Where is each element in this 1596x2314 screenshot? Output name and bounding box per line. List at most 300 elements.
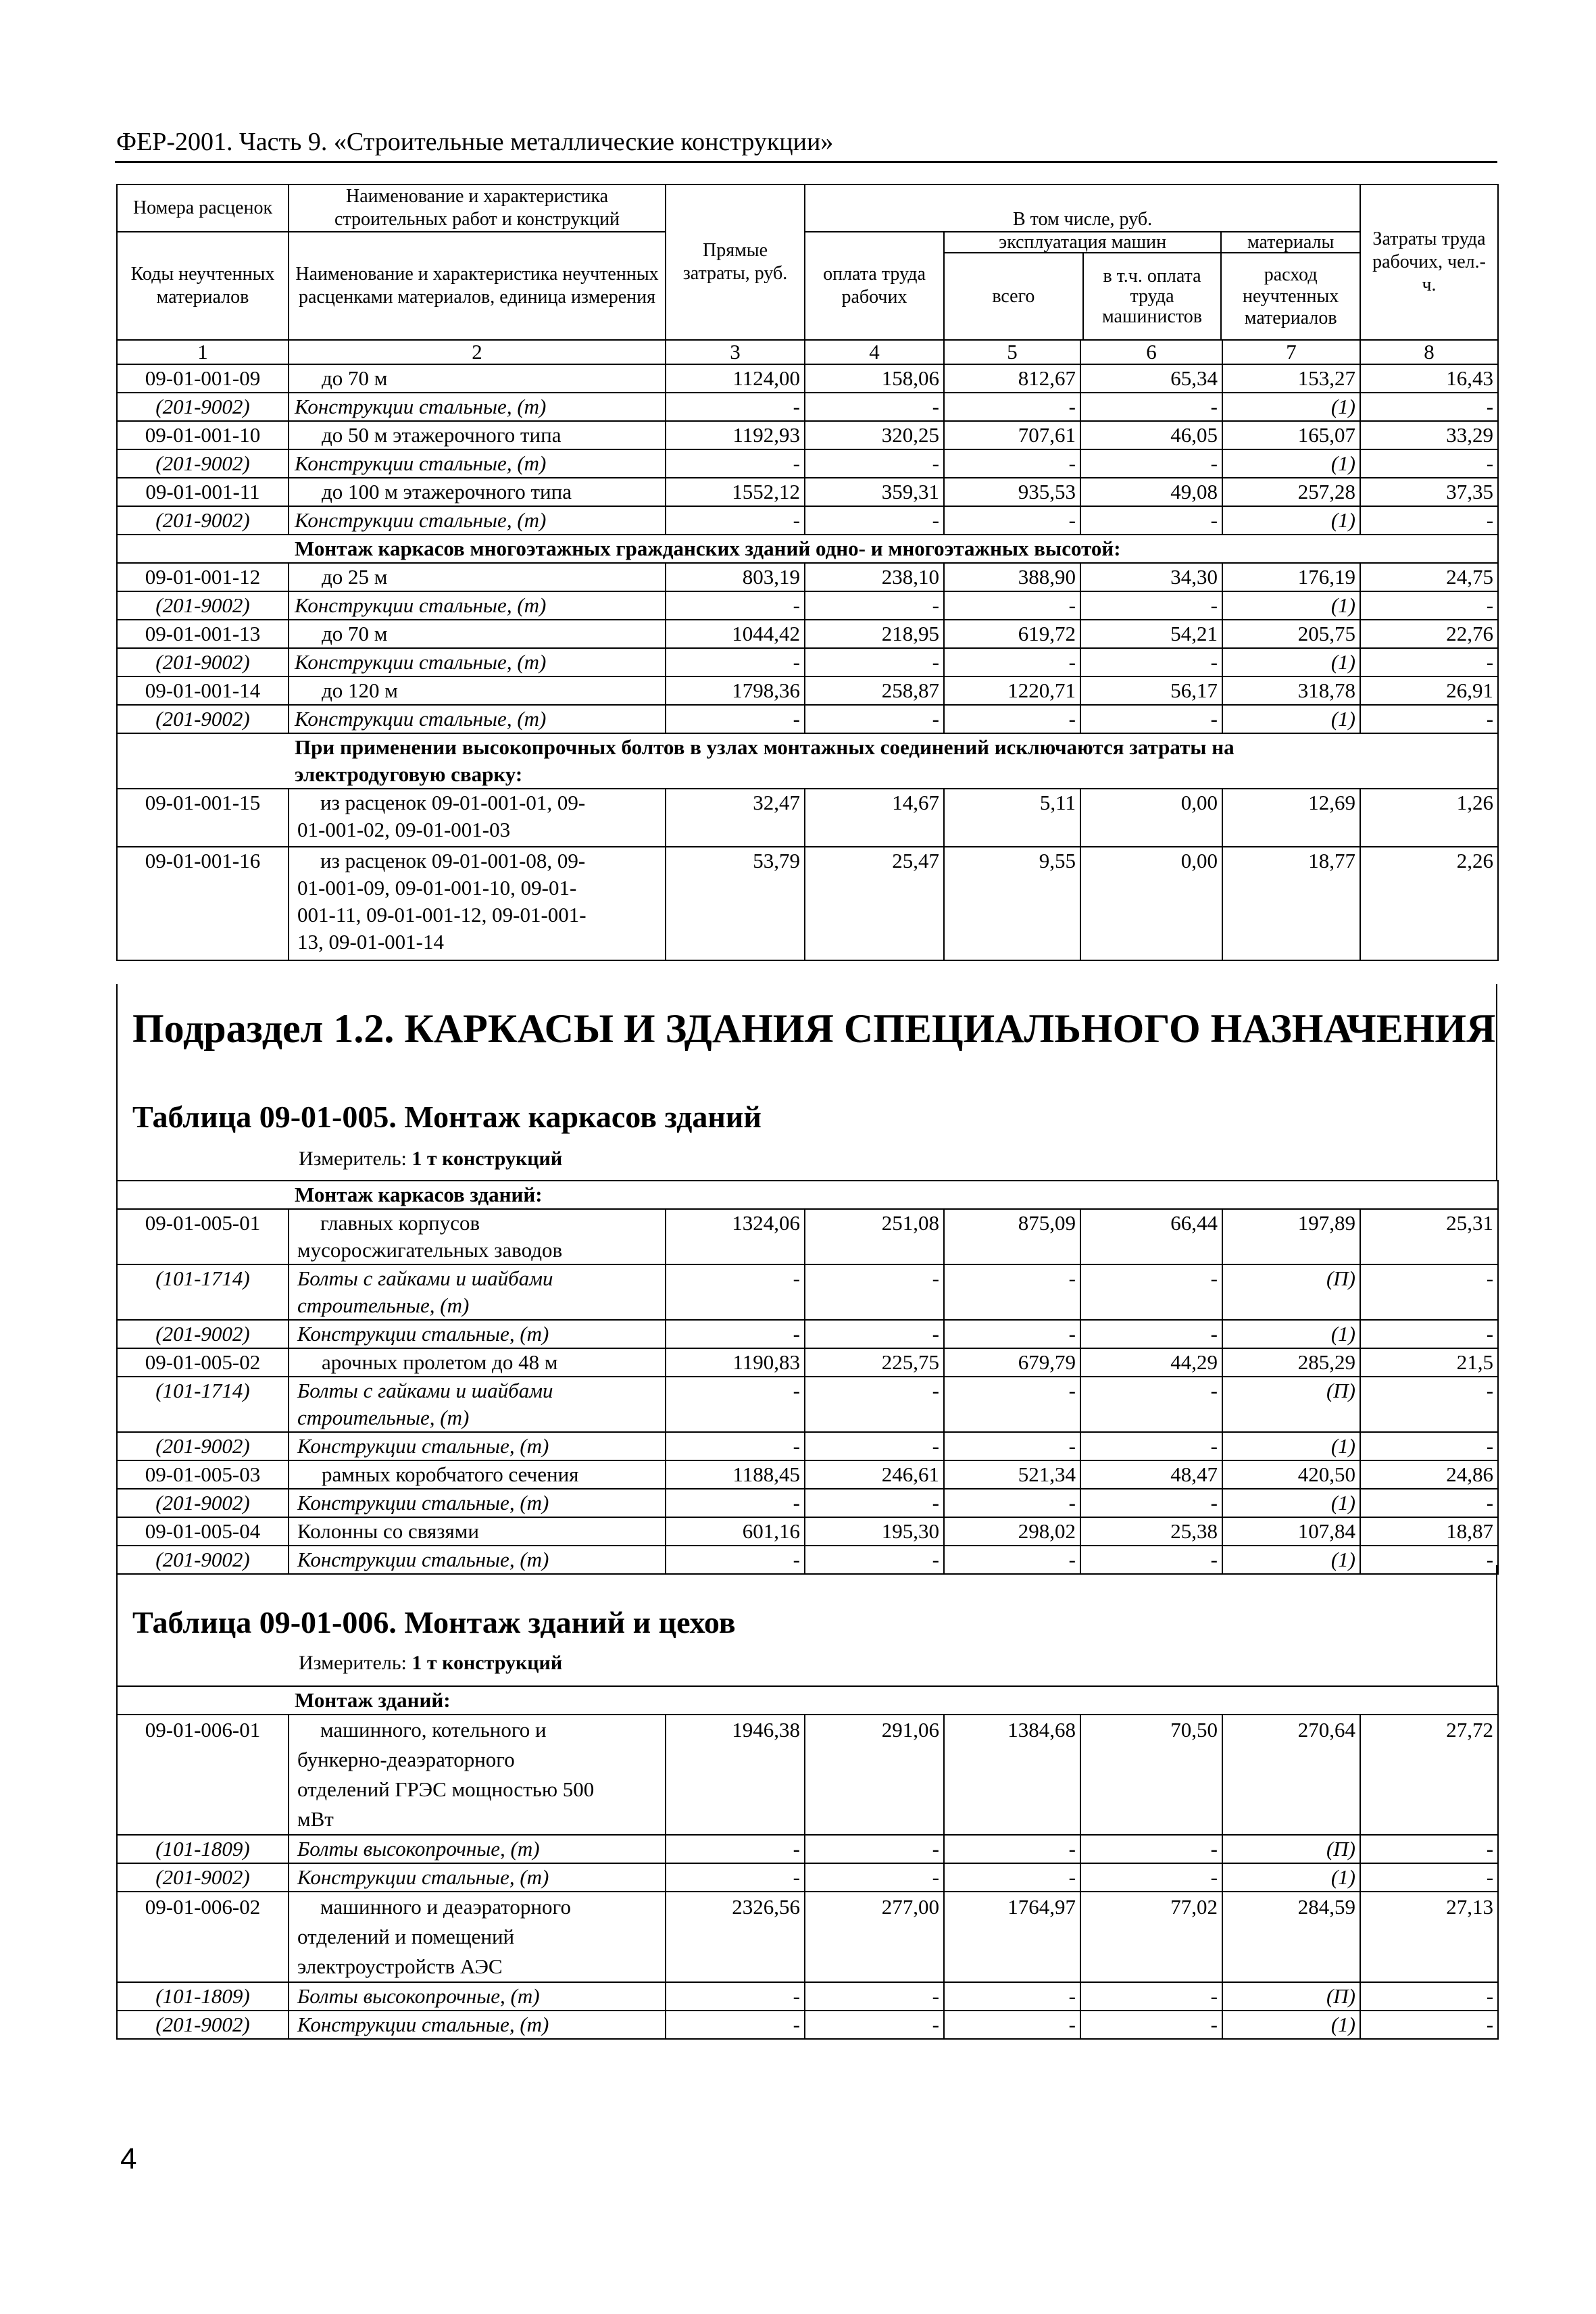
dash-cell: - <box>944 1835 1080 1863</box>
material-name: Конструкции стальные, (т) <box>289 2011 666 2039</box>
unit-005 <box>299 1148 562 1171</box>
rate-code: 09-01-006-01 <box>117 1715 289 1835</box>
dash-cell: - <box>666 1863 805 1892</box>
dash-cell: - <box>1080 1982 1222 2011</box>
value-cell: 320,25 <box>805 421 944 449</box>
material-code: (201-9002) <box>117 1320 289 1348</box>
material-qty: (П) <box>1222 1982 1360 2011</box>
work-name: до 25 м <box>289 563 666 591</box>
table-row <box>117 620 1498 648</box>
dash-cell: - <box>944 1264 1080 1320</box>
dash-cell: - <box>944 1432 1080 1460</box>
material-row <box>117 506 1498 535</box>
dash-cell: - <box>1360 1489 1498 1517</box>
name-line: Болты с гайками и шайбами <box>297 1266 553 1290</box>
rate-code: 09-01-006-02 <box>117 1892 289 1982</box>
material-row <box>117 1489 1498 1517</box>
name-line: строительные, (т) <box>297 1294 470 1317</box>
value-cell: 21,5 <box>1360 1348 1498 1377</box>
material-qty: (1) <box>1222 1432 1360 1460</box>
value-cell: 1764,97 <box>944 1892 1080 1982</box>
material-qty: (1) <box>1222 449 1360 478</box>
dash-cell: - <box>805 1432 944 1460</box>
value-cell: 1552,12 <box>666 478 805 506</box>
header-pryamye: Прямые затраты, руб. <box>666 184 805 340</box>
dash-cell: - <box>1360 1835 1498 1863</box>
value-cell: 2,26 <box>1360 847 1498 960</box>
dash-cell: - <box>1360 1546 1498 1574</box>
dash-cell: - <box>805 1835 944 1863</box>
value-cell: 1324,06 <box>666 1209 805 1264</box>
value-cell: 33,29 <box>1360 421 1498 449</box>
value-cell: 18,87 <box>1360 1517 1498 1546</box>
unit-value: 1 т конструкций <box>412 1148 563 1170</box>
name-line: Болты с гайками и шайбами <box>297 1379 553 1402</box>
material-row <box>117 705 1498 733</box>
work-name: рамных коробчатого сечения <box>289 1460 666 1489</box>
value-cell: 56,17 <box>1080 676 1222 705</box>
value-cell: 251,08 <box>805 1209 944 1264</box>
dash-cell: - <box>666 393 805 421</box>
value-cell: 1192,93 <box>666 421 805 449</box>
name-line: электроустройств АЭС <box>297 1954 503 1978</box>
material-name: Конструкции стальные, (т) <box>289 506 666 535</box>
material-name: Конструкции стальные, (т) <box>289 1489 666 1517</box>
dash-cell: - <box>805 2011 944 2039</box>
value-cell: 1188,45 <box>666 1460 805 1489</box>
material-name: Конструкции стальные, (т) <box>289 705 666 733</box>
material-qty: (1) <box>1222 1546 1360 1574</box>
dash-cell: - <box>1360 1863 1498 1892</box>
value-cell: 1384,68 <box>944 1715 1080 1835</box>
material-qty: (1) <box>1222 648 1360 676</box>
value-cell: 195,30 <box>805 1517 944 1546</box>
material-name: Конструкции стальные, (т) <box>289 591 666 620</box>
section-heading: Монтаж каркасов зданий: <box>117 1181 1498 1209</box>
material-code: (201-9002) <box>117 1546 289 1574</box>
rates-table-09-01-001 <box>116 184 1499 961</box>
value-cell: 258,87 <box>805 676 944 705</box>
table-row <box>117 1460 1498 1489</box>
dash-cell: - <box>805 393 944 421</box>
value-cell: 238,10 <box>805 563 944 591</box>
name-line: из расценок 09-01-001-01, 09- <box>320 791 586 814</box>
subsection-title: Подраздел 1.2. КАРКАСЫ И ЗДАНИЯ СПЕЦИАЛЬНОГО НАЗНАЧЕНИЯ <box>132 1006 1496 1051</box>
unit-value: 1 т конструкций <box>412 1652 563 1674</box>
header-materialy: материалы <box>1221 232 1360 253</box>
material-name: Конструкции стальные, (т) <box>289 449 666 478</box>
value-cell: 197,89 <box>1222 1209 1360 1264</box>
dash-cell: - <box>1080 1264 1222 1320</box>
material-row <box>117 449 1498 478</box>
value-cell: 1946,38 <box>666 1715 805 1835</box>
name-line: бункерно-деаэраторного <box>297 1748 515 1771</box>
header-vtch: в т.ч. оплата труда машинистов <box>1083 253 1222 339</box>
dash-cell: - <box>805 506 944 535</box>
dash-cell: - <box>805 648 944 676</box>
dash-cell: - <box>944 449 1080 478</box>
dash-cell: - <box>1080 1489 1222 1517</box>
value-cell: 16,43 <box>1360 364 1498 393</box>
value-cell: 277,00 <box>805 1892 944 1982</box>
material-code: (101-1809) <box>117 1982 289 2011</box>
col-num: 2 <box>289 340 666 364</box>
dash-cell: - <box>805 1546 944 1574</box>
value-cell: 27,13 <box>1360 1892 1498 1982</box>
table-row <box>117 789 1498 847</box>
value-cell: 388,90 <box>944 563 1080 591</box>
dash-cell: - <box>944 1320 1080 1348</box>
value-cell: 12,69 <box>1222 789 1360 847</box>
header-nomera: Номера расценок <box>117 184 289 232</box>
dash-cell: - <box>666 1377 805 1432</box>
value-cell: 165,07 <box>1222 421 1360 449</box>
material-code: (201-9002) <box>117 1863 289 1892</box>
value-cell: 270,64 <box>1222 1715 1360 1835</box>
dash-cell: - <box>805 1863 944 1892</box>
dash-cell: - <box>1360 506 1498 535</box>
material-name: Болты высокопрочные, (т) <box>289 1982 666 2011</box>
dash-cell: - <box>1360 1982 1498 2011</box>
value-cell: 66,44 <box>1080 1209 1222 1264</box>
header-oplata: оплата труда рабочих <box>805 232 944 340</box>
dash-cell: - <box>666 1982 805 2011</box>
table-row <box>117 478 1498 506</box>
header-kody: Коды неучтенных материалов <box>117 232 289 340</box>
header-v-tom-chisle: В том числе, руб. <box>805 184 1360 232</box>
name-line: мВт <box>297 1807 334 1831</box>
material-row <box>117 1320 1498 1348</box>
value-cell: 27,72 <box>1360 1715 1498 1835</box>
value-cell: 25,38 <box>1080 1517 1222 1546</box>
header-naim-works: Наименование и характеристика строительных работ и конструкций <box>289 184 666 232</box>
material-code: (201-9002) <box>117 506 289 535</box>
dash-cell: - <box>1360 2011 1498 2039</box>
value-cell: 26,91 <box>1360 676 1498 705</box>
rate-code: 09-01-005-03 <box>117 1460 289 1489</box>
page-number: 4 <box>120 2142 137 2175</box>
material-name: Конструкции стальные, (т) <box>289 648 666 676</box>
value-cell: 54,21 <box>1080 620 1222 648</box>
dash-cell: - <box>805 705 944 733</box>
dash-cell: - <box>944 1489 1080 1517</box>
material-code: (101-1714) <box>117 1264 289 1320</box>
col-num: 7 <box>1222 340 1360 364</box>
table-row <box>117 364 1498 393</box>
material-code: (201-9002) <box>117 648 289 676</box>
table-row <box>117 421 1498 449</box>
material-code: (201-9002) <box>117 449 289 478</box>
value-cell: 9,55 <box>944 847 1080 960</box>
dash-cell: - <box>1360 1432 1498 1460</box>
value-cell: 679,79 <box>944 1348 1080 1377</box>
material-qty: (П) <box>1222 1264 1360 1320</box>
material-code: (101-1809) <box>117 1835 289 1863</box>
rate-code: 09-01-005-04 <box>117 1517 289 1546</box>
dash-cell: - <box>944 1982 1080 2011</box>
value-cell: 1,26 <box>1360 789 1498 847</box>
dash-cell: - <box>944 1546 1080 1574</box>
material-row <box>117 1835 1498 1863</box>
work-name <box>289 847 666 960</box>
value-cell: 77,02 <box>1080 1892 1222 1982</box>
dash-cell: - <box>1360 648 1498 676</box>
material-row <box>117 591 1498 620</box>
table-title-005: Таблица 09-01-005. Монтаж каркасов зданий <box>132 1100 762 1134</box>
col-num: 5 <box>944 340 1080 364</box>
col-num: 3 <box>666 340 805 364</box>
table-row <box>117 1348 1498 1377</box>
value-cell: 1190,83 <box>666 1348 805 1377</box>
dash-cell: - <box>666 1320 805 1348</box>
value-cell: 2326,56 <box>666 1892 805 1982</box>
material-qty: (1) <box>1222 591 1360 620</box>
material-row <box>117 1863 1498 1892</box>
material-name <box>289 1264 666 1320</box>
note-line: При применении высокопрочных болтов в узлах монтажных соединений исключаются затраты на <box>295 735 1235 759</box>
value-cell: 218,95 <box>805 620 944 648</box>
material-qty: (1) <box>1222 506 1360 535</box>
dash-cell: - <box>666 1432 805 1460</box>
dash-cell: - <box>1360 591 1498 620</box>
work-name <box>289 1209 666 1264</box>
material-code: (201-9002) <box>117 1489 289 1517</box>
value-cell: 14,67 <box>805 789 944 847</box>
name-line: 13, 09-01-001-14 <box>297 930 444 954</box>
work-name: до 120 м <box>289 676 666 705</box>
value-cell: 53,79 <box>666 847 805 960</box>
rates-table-09-01-006 <box>116 1685 1499 2040</box>
value-cell: 44,29 <box>1080 1348 1222 1377</box>
col-num: 8 <box>1360 340 1498 364</box>
table-row <box>117 1209 1498 1264</box>
header-naim-materials: Наименование и характеристика неучтенных расценками материалов, единица измерения <box>289 232 666 340</box>
dash-cell: - <box>1080 1377 1222 1432</box>
value-cell: 1044,42 <box>666 620 805 648</box>
value-cell: 24,86 <box>1360 1460 1498 1489</box>
value-cell: 420,50 <box>1222 1460 1360 1489</box>
header-zatraty: Затраты труда рабочих, чел.-ч. <box>1360 184 1498 340</box>
dash-cell: - <box>666 2011 805 2039</box>
material-qty: (1) <box>1222 1489 1360 1517</box>
running-header: ФЕР-2001. Часть 9. «Строительные металлические конструкции» <box>116 128 834 156</box>
name-line: машинного и деаэраторного <box>320 1895 571 1919</box>
value-cell: 318,78 <box>1222 676 1360 705</box>
dash-cell: - <box>666 1835 805 1863</box>
value-cell: 935,53 <box>944 478 1080 506</box>
dash-cell: - <box>944 506 1080 535</box>
value-cell: 284,59 <box>1222 1892 1360 1982</box>
rate-code: 09-01-001-14 <box>117 676 289 705</box>
value-cell: 707,61 <box>944 421 1080 449</box>
dash-cell: - <box>1080 2011 1222 2039</box>
rate-code: 09-01-001-11 <box>117 478 289 506</box>
value-cell: 1220,71 <box>944 676 1080 705</box>
dash-cell: - <box>1080 1320 1222 1348</box>
value-cell: 257,28 <box>1222 478 1360 506</box>
section-note <box>117 733 1498 789</box>
dash-cell: - <box>666 1264 805 1320</box>
dash-cell: - <box>944 591 1080 620</box>
value-cell: 601,16 <box>666 1517 805 1546</box>
name-line: 001-11, 09-01-001-12, 09-01-001- <box>297 903 587 927</box>
rate-code: 09-01-001-10 <box>117 421 289 449</box>
section-heading: Монтаж каркасов многоэтажных гражданских зданий одно- и многоэтажных высотой: <box>117 535 1498 563</box>
dash-cell: - <box>805 1982 944 2011</box>
dash-cell: - <box>666 1489 805 1517</box>
dash-cell: - <box>805 1264 944 1320</box>
dash-cell: - <box>1360 393 1498 421</box>
value-cell: 803,19 <box>666 563 805 591</box>
rate-code: 09-01-001-09 <box>117 364 289 393</box>
value-cell: 153,27 <box>1222 364 1360 393</box>
rate-code: 09-01-001-16 <box>117 847 289 960</box>
table-row <box>117 676 1498 705</box>
value-cell: 205,75 <box>1222 620 1360 648</box>
rate-code: 09-01-001-13 <box>117 620 289 648</box>
material-qty: (П) <box>1222 1835 1360 1863</box>
dash-cell: - <box>805 1377 944 1432</box>
value-cell: 37,35 <box>1360 478 1498 506</box>
rate-code: 09-01-005-02 <box>117 1348 289 1377</box>
dash-cell: - <box>1360 1264 1498 1320</box>
section-heading: Монтаж зданий: <box>117 1686 1498 1715</box>
value-cell: 158,06 <box>805 364 944 393</box>
value-cell: 1124,00 <box>666 364 805 393</box>
dash-cell: - <box>805 1320 944 1348</box>
name-line: машинного, котельного и <box>320 1718 547 1742</box>
value-cell: 107,84 <box>1222 1517 1360 1546</box>
value-cell: 48,47 <box>1080 1460 1222 1489</box>
dash-cell: - <box>1080 1835 1222 1863</box>
name-line: строительные, (т) <box>297 1406 470 1429</box>
dash-cell: - <box>1080 1863 1222 1892</box>
name-line: из расценок 09-01-001-08, 09- <box>320 849 586 872</box>
dash-cell: - <box>944 1377 1080 1432</box>
value-cell: 46,05 <box>1080 421 1222 449</box>
value-cell: 0,00 <box>1080 789 1222 847</box>
name-line: 01-001-09, 09-01-001-10, 09-01- <box>297 876 577 900</box>
value-cell: 359,31 <box>805 478 944 506</box>
work-name: арочных пролетом до 48 м <box>289 1348 666 1377</box>
material-code: (201-9002) <box>117 393 289 421</box>
dash-cell: - <box>1080 591 1222 620</box>
value-cell: 32,47 <box>666 789 805 847</box>
unit-label: Измеритель: <box>299 1148 407 1170</box>
dash-cell: - <box>805 449 944 478</box>
value-cell: 619,72 <box>944 620 1080 648</box>
value-cell: 5,11 <box>944 789 1080 847</box>
value-cell: 291,06 <box>805 1715 944 1835</box>
col-num: 6 <box>1080 340 1222 364</box>
material-name <box>289 1377 666 1432</box>
material-qty: (П) <box>1222 1377 1360 1432</box>
dash-cell: - <box>1080 705 1222 733</box>
dash-cell: - <box>1360 449 1498 478</box>
material-name: Конструкции стальные, (т) <box>289 1546 666 1574</box>
material-row <box>117 1982 1498 2011</box>
dash-cell: - <box>1360 1377 1498 1432</box>
name-line: мусоросжигательных заводов <box>297 1238 563 1262</box>
material-name: Конструкции стальные, (т) <box>289 393 666 421</box>
material-name: Болты высокопрочные, (т) <box>289 1835 666 1863</box>
table-row <box>117 847 1498 960</box>
dash-cell: - <box>1080 449 1222 478</box>
rate-code: 09-01-001-12 <box>117 563 289 591</box>
material-row <box>117 2011 1498 2039</box>
value-cell: 1798,36 <box>666 676 805 705</box>
dash-cell: - <box>944 705 1080 733</box>
dash-cell: - <box>666 506 805 535</box>
work-name <box>289 1892 666 1982</box>
table-row <box>117 1892 1498 1982</box>
dash-cell: - <box>1080 393 1222 421</box>
work-name <box>289 789 666 847</box>
value-cell: 285,29 <box>1222 1348 1360 1377</box>
material-code: (201-9002) <box>117 1432 289 1460</box>
value-cell: 0,00 <box>1080 847 1222 960</box>
note-line: электродуговую сварку: <box>295 762 523 786</box>
material-code: (201-9002) <box>117 2011 289 2039</box>
dash-cell: - <box>666 1546 805 1574</box>
rate-code: 09-01-001-15 <box>117 789 289 847</box>
table-row <box>117 563 1498 591</box>
value-cell: 34,30 <box>1080 563 1222 591</box>
dash-cell: - <box>1080 506 1222 535</box>
col-num: 4 <box>805 340 944 364</box>
table-title-006: Таблица 09-01-006. Монтаж зданий и цехов <box>132 1605 736 1640</box>
material-qty: (1) <box>1222 2011 1360 2039</box>
dash-cell: - <box>944 393 1080 421</box>
work-name: Колонны со связями <box>289 1517 666 1546</box>
table-row <box>117 1715 1498 1835</box>
value-cell: 24,75 <box>1360 563 1498 591</box>
dash-cell: - <box>1080 1546 1222 1574</box>
work-name: до 70 м <box>289 620 666 648</box>
work-name: до 50 м этажерочного типа <box>289 421 666 449</box>
value-cell: 875,09 <box>944 1209 1080 1264</box>
dash-cell: - <box>666 591 805 620</box>
dash-cell: - <box>666 648 805 676</box>
material-qty: (1) <box>1222 705 1360 733</box>
header-vsego: всего <box>945 253 1083 339</box>
dash-cell: - <box>666 449 805 478</box>
header-rashod: расход неучтенных материалов <box>1243 264 1339 328</box>
value-cell: 812,67 <box>944 364 1080 393</box>
table-row <box>117 1517 1498 1546</box>
value-cell: 298,02 <box>944 1517 1080 1546</box>
dash-cell: - <box>944 2011 1080 2039</box>
material-row <box>117 1432 1498 1460</box>
dash-cell: - <box>944 1863 1080 1892</box>
value-cell: 176,19 <box>1222 563 1360 591</box>
header-ekspl: эксплуатация машин <box>945 232 1221 253</box>
value-cell: 25,47 <box>805 847 944 960</box>
rate-code: 09-01-005-01 <box>117 1209 289 1264</box>
value-cell: 70,50 <box>1080 1715 1222 1835</box>
unit-label: Измеритель: <box>299 1652 407 1674</box>
material-code: (201-9002) <box>117 705 289 733</box>
value-cell: 49,08 <box>1080 478 1222 506</box>
value-cell: 246,61 <box>805 1460 944 1489</box>
dash-cell: - <box>1080 1432 1222 1460</box>
material-name: Конструкции стальные, (т) <box>289 1320 666 1348</box>
name-line: главных корпусов <box>320 1211 480 1235</box>
material-row <box>117 393 1498 421</box>
unit-006 <box>299 1652 562 1675</box>
name-line: 01-001-02, 09-01-001-03 <box>297 818 511 841</box>
col-num: 1 <box>117 340 289 364</box>
